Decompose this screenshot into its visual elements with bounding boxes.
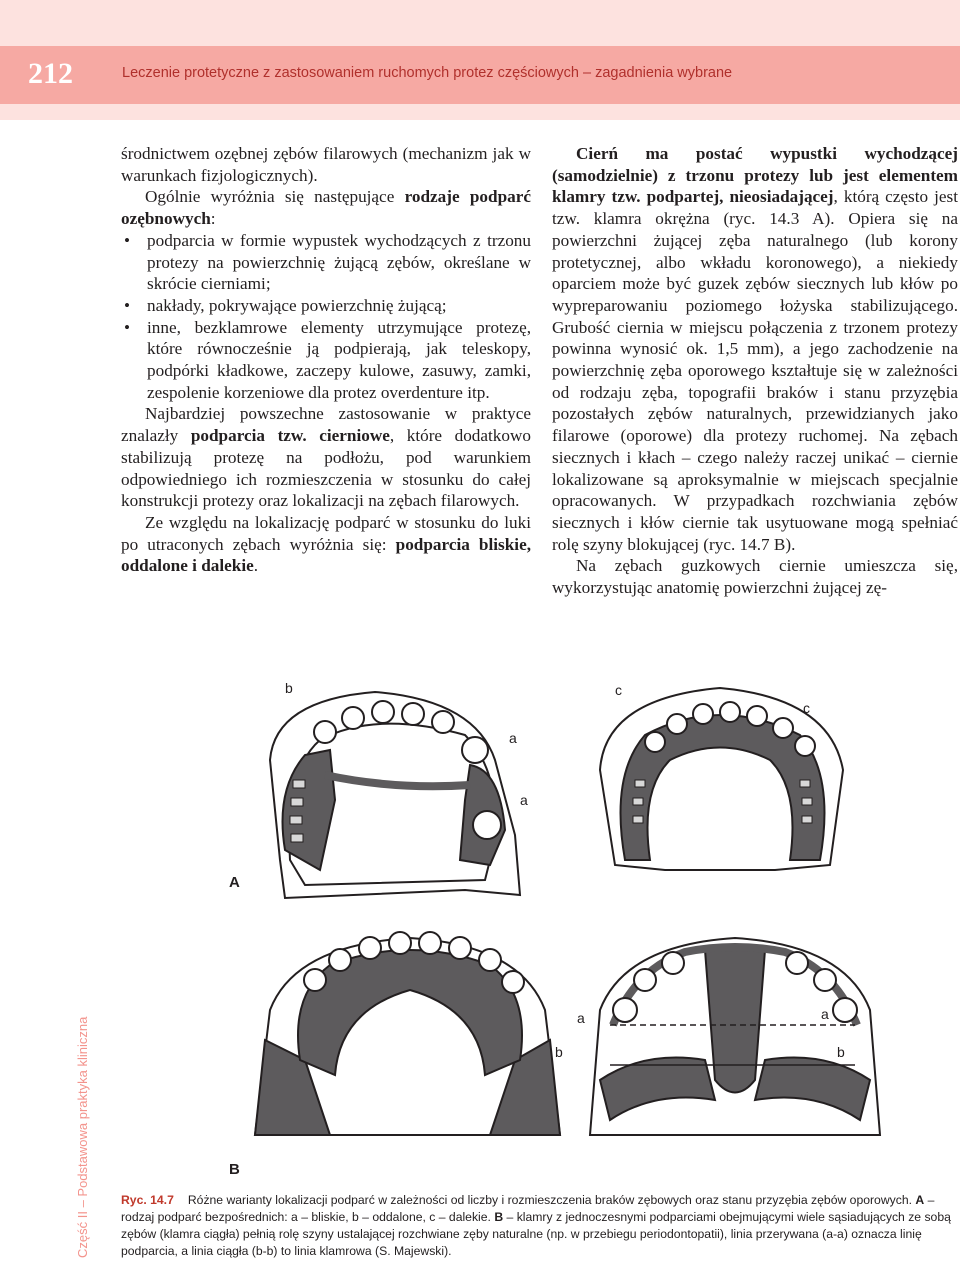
figure-label-a: a [509, 730, 517, 746]
paragraph: Cierń ma postać wypustki wychodzącej (samodzielnie) z trzonu protezy lub jest elementem klamry tzw. podpartej, nieosiadającej, którą często jest tzw. klamra okrężna (ryc. 14.3 A). Opiera się na powierzchni żującej zęba naturalnego (lub korony protetycznej, albo wkładu koronowego), a niekiedy oparciem może być guzek zębów siecznych lub kłów po wypreparowaniu poziomego łożyska stabilizującego. Grubość ciernia w miejscu połączenia z trzonem protezy powinna wynosić ok. 1,5 mm), a jego zachodzenie na powierzchnię zęba oporowego kształtuje się w zależności od rodzaju zęba, topografii braków i stanu przyzębia pozostałych zębów naturalnych, przewidzianych jako filarowe (oporowe) dla protezy ruchomej. Na zębach siecznych i kłach – czego należy raczej unikać – ciernie lokalizowane są aproksymalnie w miejscach specjalnie opracowanych. W przypadkach rozchwiania zębów siecznych i kłów ciernie tak usytuowane mogą spełniać rolę szyny blokującej (ryc. 14.7 B). [552, 144, 958, 554]
bullet-list [121, 230, 531, 404]
panel-b-right-model [590, 938, 880, 1135]
paragraph: środnictwem ozębnej zębów filarowych (mechanizm jak w warunkach fizjologicznych). [121, 144, 531, 185]
right-column [552, 143, 958, 599]
paragraph: Na zębach guzkowych ciernie umieszcza się, wykorzystując anatomię powierzchni żującej zę- [552, 556, 958, 598]
figure-label-b: b [837, 1044, 845, 1060]
paragraph: Ogólnie wyróżnia się następujące rodzaje podparć ozębnowych: [121, 187, 531, 229]
left-column [121, 143, 531, 577]
figure-label-c: c [615, 682, 622, 698]
running-title: Leczenie protetyczne z zastosowaniem ruchomych protez częściowych – zagadnienia wybrane [122, 65, 733, 81]
figure-label-c: c [803, 700, 810, 716]
figure-label-b: b [555, 1044, 563, 1060]
figure-caption: Ryc. 14.7 Różne warianty lokalizacji podparć w zależności od liczby i rozmieszczenia braków zębowych oraz stanu przyzębia zębów oporowych. A – rodzaj podparć bezpośrednich: a – bliskie, b – oddalone, c – dalekie. B – klamry z jednoczesnymi podparciami obejmującymi wiele sąsiadujących ze sobą zębów (klamra ciągła) pełnią rolę szyny ustalającej rozchwiane zęby naturalne (np. w przebiegu periodontopatii), linia przerywana (a-a) oznacza linię podparcia, a linia ciągła (b-b) to linia klamrowa (S. Majewski). [121, 1193, 951, 1258]
paragraph: Najbardziej powszechne zastosowanie w praktyce znalazły podparcia tzw. cierniowe, które dodatkowo stabilizują protezę na podłożu, pod warunkiem odpowiedniego ich rozmieszczenia w stosunku do całej konstrukcji protezy oraz lokalizacji na zębach filarowych. [121, 404, 531, 511]
figure-label-a: a [520, 792, 528, 808]
panel-b-left-model [255, 932, 560, 1135]
dental-models-illustration [215, 680, 955, 1190]
list-item: • nakłady, pokrywające powierzchnię żującą; [121, 295, 531, 317]
section-side-label: Część II – Podstawowa praktyka kliniczna [75, 1016, 90, 1258]
list-item: • inne, bezklamrowe elementy utrzymujące protezę, które równocześnie ją podpierają, jak teleskopy, podpórki kładkowe, zaczepy kulowe, zasuwy, zamki, zespolenie korzeniowe dla protez overdenture itp. [121, 317, 531, 404]
page-number: 212 [28, 57, 73, 90]
panel-a-left-model [270, 692, 520, 898]
figure-label-b: b [285, 680, 293, 696]
panel-a-label: A [229, 874, 240, 891]
panel-b-label: B [229, 1161, 240, 1178]
paragraph: Ze względu na lokalizację podparć w stosunku do luki po utraconych zębach wyróżnia się: podparcia bliskie, oddalone i dalekie. [121, 512, 531, 576]
figure-14-7 [215, 680, 955, 1190]
figure-label-a: a [821, 1006, 829, 1022]
caption-figure-number: Ryc. 14.7 [121, 1193, 174, 1207]
figure-label-a: a [577, 1010, 585, 1026]
list-item: • podparcia w formie wypustek wychodzących z trzonu protezy na powierzchnię żującą zębów, określane w skrócie cierniami; [121, 230, 531, 295]
page-header [0, 0, 960, 120]
